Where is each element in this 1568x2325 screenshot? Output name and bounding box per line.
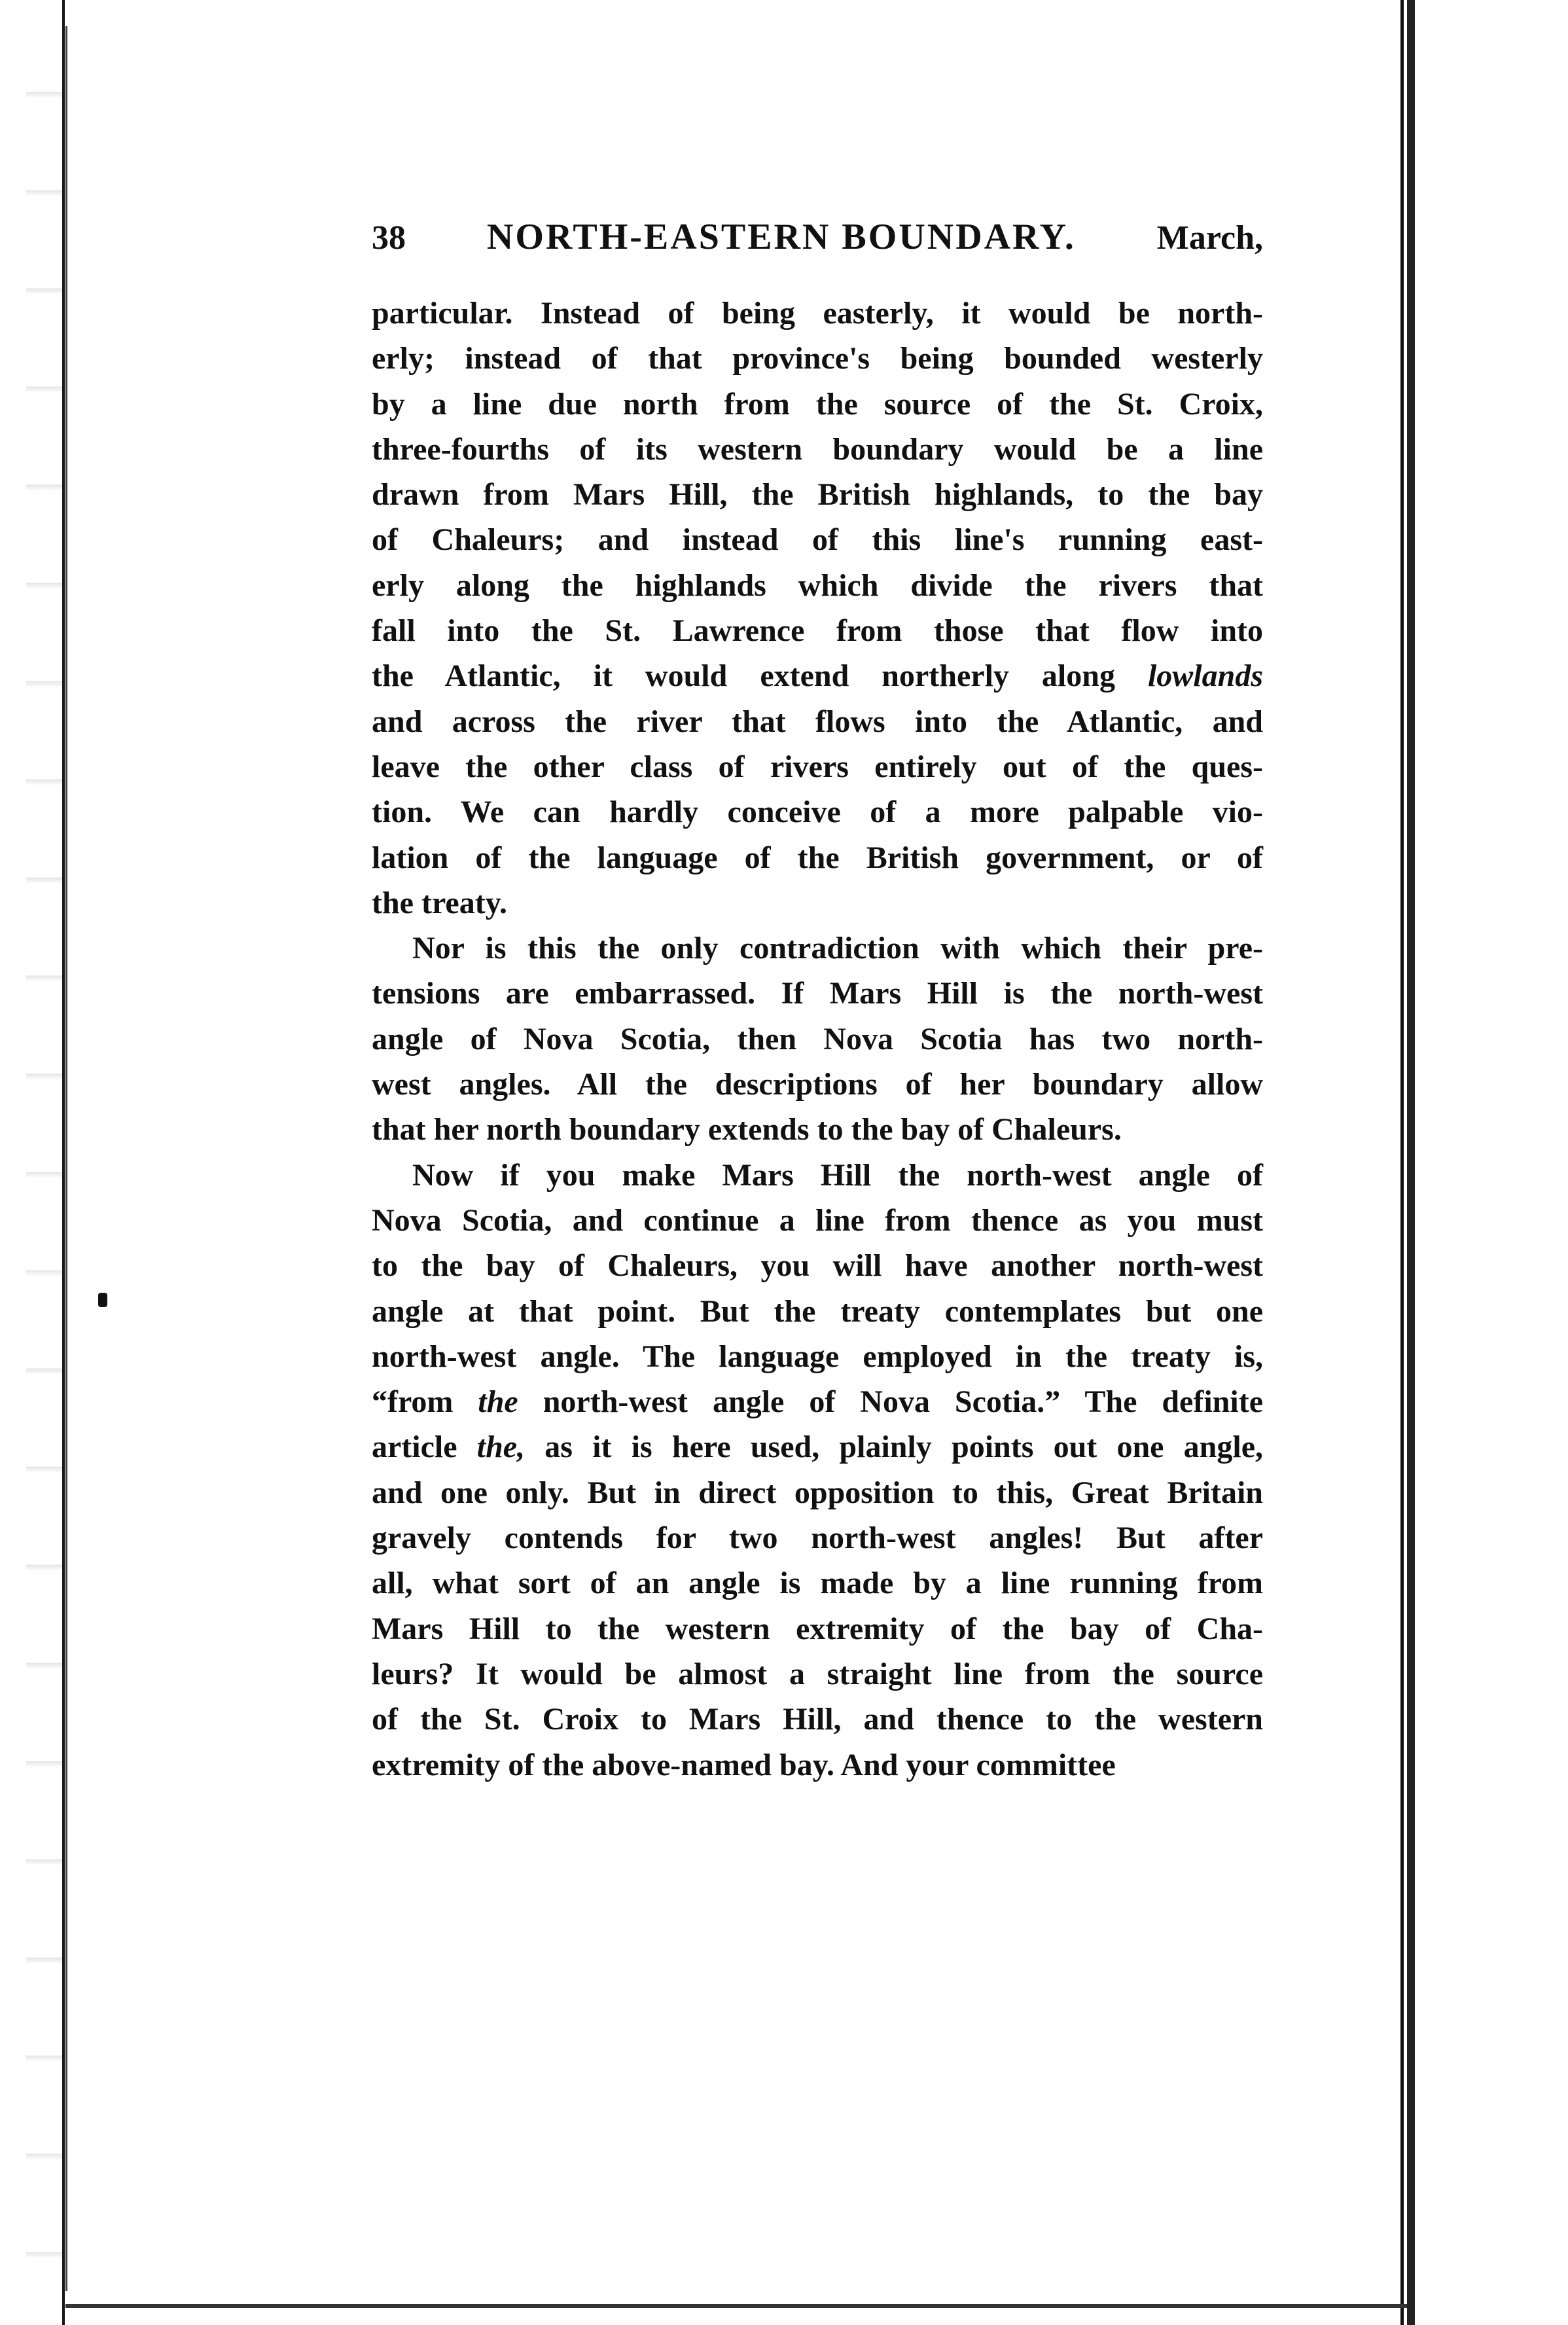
paragraph	[372, 926, 1263, 1152]
text-line: erly; instead of that province's being bounded westerly	[372, 341, 1263, 376]
text-line	[372, 653, 1263, 698]
running-date: March,	[1156, 219, 1263, 257]
text-line: west angles. All the descriptions of her boundary allow	[372, 1067, 1263, 1102]
text-line: Nor is this the only contradiction with which their pre-	[412, 931, 1263, 966]
text-line: fall into the St. Lawrence from those that flow into	[372, 613, 1263, 649]
text-line: erly along the highlands which divide the rivers that	[372, 568, 1263, 603]
text-line: drawn from Mars Hill, the British highlands, to the bay	[372, 477, 1263, 513]
paragraph	[372, 1153, 1263, 1788]
text-line: and across the river that flows into the Atlantic, and	[372, 704, 1263, 739]
body-text	[372, 291, 1263, 1788]
text-line: by a line due north from the source of the St. Croix,	[372, 386, 1263, 422]
scan-mark	[98, 1293, 107, 1307]
text-line: to the bay of Chaleurs, you will have another north-west	[372, 1248, 1263, 1284]
italic-run: lowlands	[1147, 658, 1263, 694]
page-edge-left	[26, 0, 62, 2325]
page-edge-bottom	[65, 2304, 1407, 2308]
text-line	[372, 1424, 1263, 1469]
text-line: tensions are embarrassed. If Mars Hill is the north-west	[372, 976, 1263, 1011]
text-run: article	[372, 1430, 477, 1465]
text-run: as it is here used, plainly points out one angle,	[525, 1430, 1263, 1465]
text-line: Mars Hill to the western extremity of the bay of Cha-	[372, 1611, 1263, 1646]
text-line: that her north boundary extends to the bay of Chaleurs.	[372, 1112, 1122, 1147]
italic-run: the,	[476, 1430, 526, 1465]
text-line: north-west angle. The language employed in the treaty is,	[372, 1339, 1263, 1374]
text-line: three-fourths of its western boundary would be a line	[372, 431, 1263, 467]
text-line: tion. We can hardly conceive of a more palpable vio-	[372, 795, 1263, 830]
text-line: particular. Instead of being easterly, it would be north-	[372, 296, 1263, 331]
text-line: leurs? It would be almost a straight line from the source	[372, 1656, 1263, 1691]
text-line: gravely contends for two north-west angles! But after	[372, 1521, 1263, 1556]
running-title: NORTH-EASTERN BOUNDARY.	[486, 217, 1076, 257]
binding-line	[65, 26, 67, 2291]
text-line: of Chaleurs; and instead of this line's running east-	[372, 522, 1263, 558]
adjacent-page-margin	[1415, 0, 1568, 2325]
text-run: “from	[372, 1384, 478, 1420]
text-line: lation of the language of the British government, or of	[372, 840, 1263, 875]
text-line: the treaty.	[372, 885, 508, 920]
text-run: north-west angle of Nova Scotia.” The definite	[518, 1384, 1264, 1420]
text-line: of the St. Croix to Mars Hill, and thence to the western	[372, 1702, 1263, 1737]
text-run: the Atlantic, it would extend northerly along	[372, 658, 1148, 694]
running-header	[372, 216, 1263, 268]
text-line: Nova Scotia, and continue a line from thence as you must	[372, 1202, 1263, 1238]
text-line: extremity of the above-named bay. And your committee	[372, 1747, 1116, 1782]
text-line: all, what sort of an angle is made by a line running from	[372, 1566, 1263, 1601]
italic-run: the	[478, 1384, 518, 1420]
page-edge-right	[1407, 0, 1415, 2325]
text-line: leave the other class of rivers entirely out of the ques-	[372, 749, 1263, 784]
text-line: angle at that point. But the treaty contemplates but one	[372, 1293, 1263, 1329]
paragraph	[372, 291, 1263, 926]
text-line: Now if you make Mars Hill the north-west angle of	[412, 1157, 1263, 1193]
text-line: angle of Nova Scotia, then Nova Scotia has two north-	[372, 1021, 1263, 1056]
text-line: and one only. But in direct opposition to this, Great Britain	[372, 1475, 1263, 1510]
page-number: 38	[372, 219, 406, 257]
text-line	[372, 1379, 1263, 1424]
